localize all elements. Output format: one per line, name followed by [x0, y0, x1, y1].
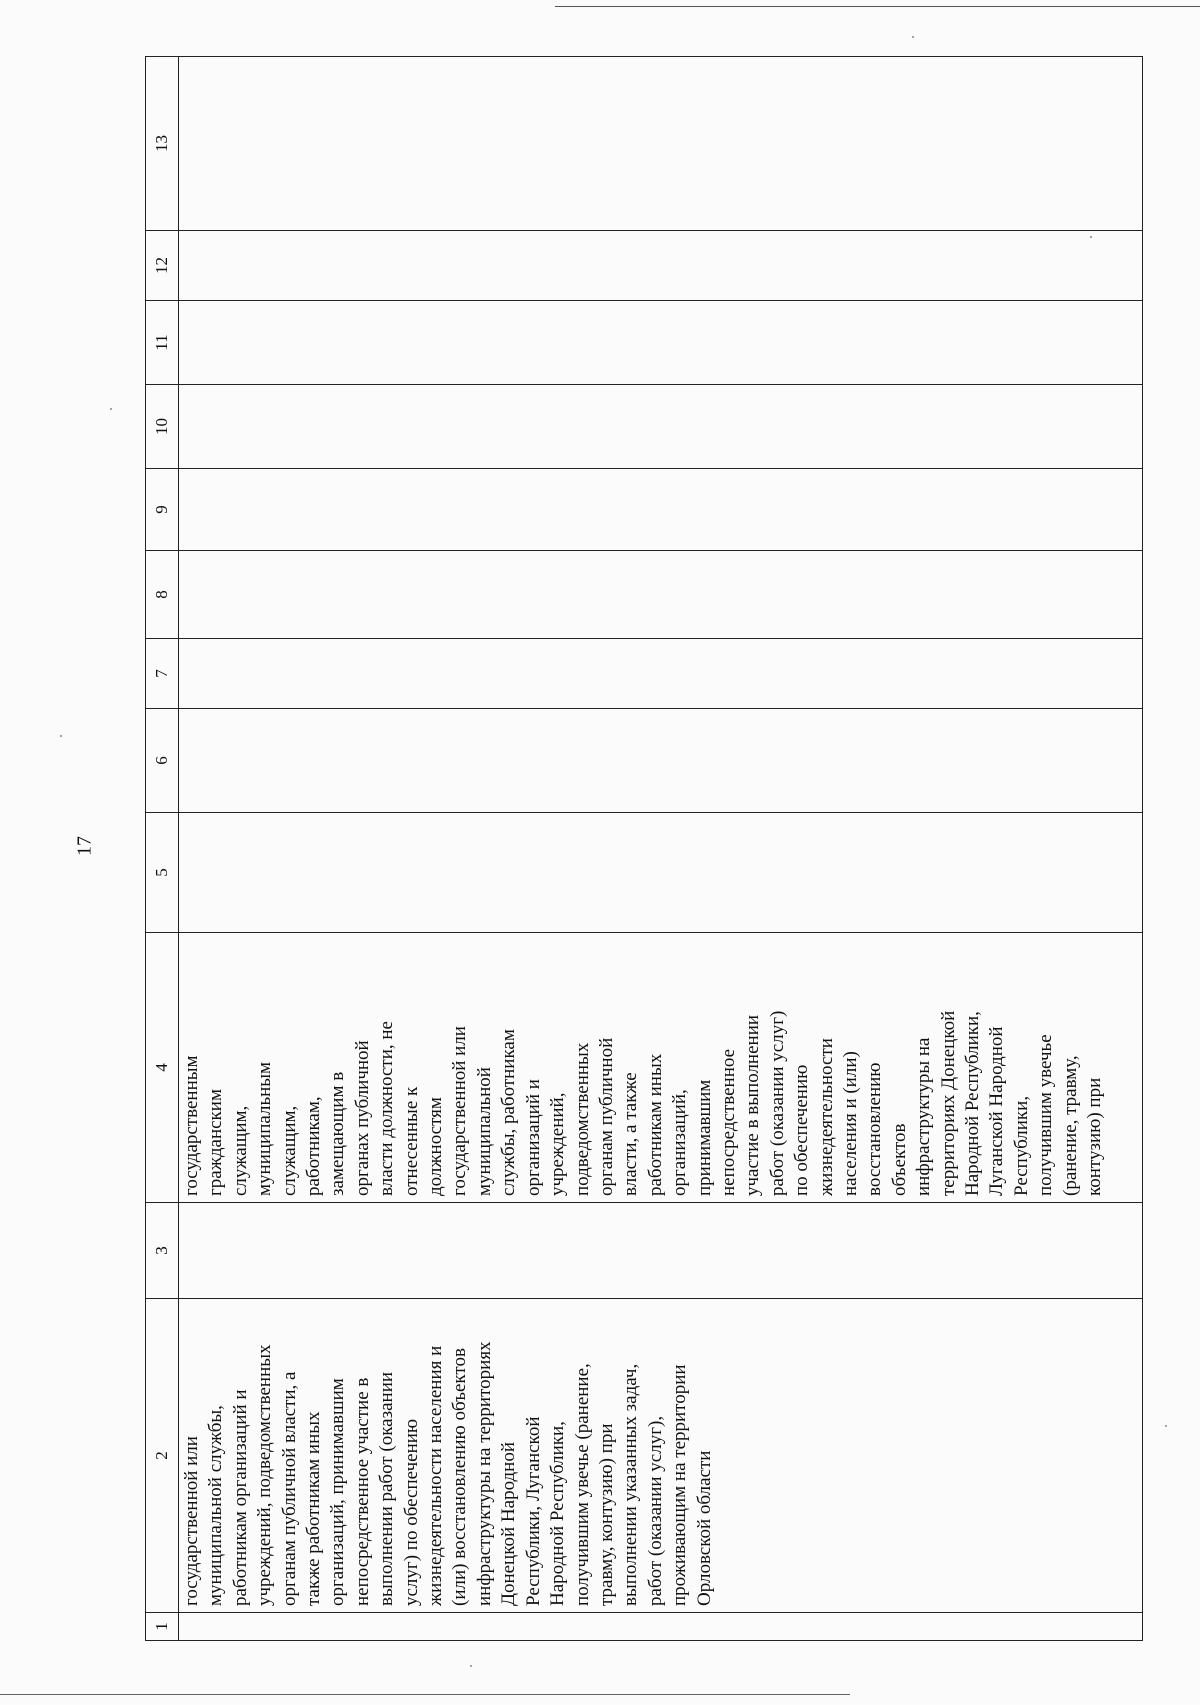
column-header: 13: [146, 57, 179, 231]
cell-text-line: участие в выполнении: [742, 1014, 764, 1196]
cell-text-line: органам публичной: [595, 1037, 617, 1196]
cell-text-line: органам публичной власти, а: [278, 1371, 300, 1606]
cell-text-line: непосредственное участие в: [351, 1377, 373, 1606]
cell-text-line: Донецкой Народной: [498, 1441, 520, 1606]
cell-text-line: государственным: [181, 1055, 202, 1196]
cell-text-line: муниципальным: [254, 1061, 276, 1196]
cell-text-line: работникам организаций и: [229, 1389, 251, 1606]
cell-text-line: восстановлению: [864, 1062, 886, 1196]
cell-text-line: Республики,: [1010, 1095, 1032, 1196]
cell-text-line: объектов: [888, 1123, 910, 1196]
cell-col8: [179, 551, 1143, 639]
column-header: 4: [146, 933, 179, 1203]
cell-text-line: власти, а также: [620, 1072, 642, 1196]
column-header: 6: [146, 709, 179, 813]
cell-col6: [179, 709, 1143, 813]
column-header: 12: [146, 231, 179, 301]
cell-text-line: Республики, Луганской: [522, 1416, 544, 1606]
cell-text-line: замещающим в: [327, 1071, 349, 1196]
cell-text-line: работ (оказании услуг),: [644, 1415, 666, 1606]
cell-text-line: (ранение, травму,: [1059, 1055, 1081, 1196]
cell-text-line: получившим увечье: [1035, 1034, 1057, 1196]
column-header: 11: [146, 301, 179, 385]
cell-col4: [179, 933, 1143, 1203]
cell-text-line: принимавшим: [693, 1079, 715, 1196]
scan-speck: [110, 408, 112, 410]
cell-text-line: службы, работникам: [498, 1029, 520, 1196]
cell-text-line: Народной Республики,: [962, 1011, 983, 1196]
cell-text-line: (или) восстановлению объектов: [449, 1348, 471, 1606]
cell-text-line: населения и (или): [839, 1051, 861, 1196]
column-header: 9: [146, 469, 179, 551]
column-header: 7: [146, 639, 179, 709]
table-row: [179, 57, 1143, 1641]
cell-col2: [179, 1299, 1143, 1613]
cell-text-line: организаций, принимавшим: [327, 1378, 349, 1606]
cell-text-line: власти должности, не: [376, 1021, 398, 1196]
cell-col2-text: [179, 1299, 717, 1612]
cell-text-line: травму, контузию) при: [595, 1423, 617, 1606]
cell-text-line: Орловской области: [693, 1450, 715, 1606]
cell-text-line: проживающим на территории: [669, 1364, 691, 1606]
cell-text-line: инфраструктуры на: [913, 1037, 935, 1196]
cell-text-line: инфраструктуры на территориях: [473, 1341, 495, 1606]
cell-text-line: выполнении работ (оказании: [376, 1371, 398, 1606]
cell-text-line: государственной или: [181, 1436, 202, 1606]
cell-text-line: отнесенные к: [400, 1086, 422, 1196]
cell-text-line: контузию) при: [1084, 1077, 1106, 1196]
cell-text-line: работникам иных: [644, 1053, 666, 1196]
cell-text-line: организаций,: [669, 1089, 691, 1196]
cell-text-line: работ (оказании услуг): [766, 1010, 788, 1196]
cell-col11: [179, 301, 1143, 385]
cell-text-line: муниципальной: [473, 1067, 495, 1196]
cell-col5: [179, 813, 1143, 933]
column-header: 10: [146, 385, 179, 469]
cell-col4-text: [179, 933, 1107, 1202]
column-header: 3: [146, 1203, 179, 1299]
cell-col9: [179, 469, 1143, 551]
scan-speck: [60, 735, 62, 737]
cell-text-line: получившим увечье (ранение,: [571, 1363, 593, 1606]
cell-text-line: муниципальной службы,: [205, 1405, 227, 1606]
cell-text-line: непосредственное: [717, 1048, 739, 1196]
cell-col10: [179, 385, 1143, 469]
column-number-row: [146, 57, 179, 1641]
cell-col7: [179, 639, 1143, 709]
cell-text-line: служащим,: [278, 1105, 300, 1196]
cell-col1: [179, 1613, 1143, 1641]
cell-text-line: выполнении указанных задач,: [620, 1363, 642, 1606]
column-header: 1: [146, 1613, 179, 1641]
scan-speck: [470, 1665, 472, 1667]
scan-top-line: [555, 6, 1200, 7]
page-number: 17: [73, 836, 96, 856]
cell-text-line: органах публичной: [351, 1040, 373, 1196]
cell-text-line: учреждений, подведомственных: [254, 1344, 276, 1606]
cell-text-line: Луганской Народной: [986, 1026, 1008, 1196]
cell-text-line: государственной или: [449, 1026, 471, 1196]
cell-text-line: работникам,: [303, 1096, 325, 1196]
cell-text-line: служащим,: [229, 1105, 251, 1196]
cell-text-line: организаций и: [522, 1079, 544, 1196]
cell-text-line: должностям: [425, 1097, 447, 1196]
cell-text-line: по обеспечению: [791, 1064, 813, 1196]
column-header: 5: [146, 813, 179, 933]
cell-col12: [179, 231, 1143, 301]
cell-text-line: территориях Донецкой: [937, 1010, 959, 1196]
cell-col3: [179, 1203, 1143, 1299]
column-header: 2: [146, 1299, 179, 1613]
cell-text-line: учреждений,: [547, 1092, 569, 1196]
scan-speck: [1165, 1425, 1167, 1427]
rotated-table-wrapper: [145, 57, 1143, 1641]
cell-text-line: гражданским: [205, 1089, 227, 1196]
scan-bottom-line: [0, 1694, 850, 1695]
cell-col13: [179, 57, 1143, 231]
scan-speck: [912, 36, 914, 38]
cell-text-line: Народной Республики,: [547, 1421, 569, 1606]
data-table: [145, 56, 1143, 1641]
cell-text-line: подведомственных: [571, 1042, 593, 1196]
cell-text-line: жизнедеятельности населения и: [425, 1345, 447, 1606]
cell-text-line: также работникам иных: [303, 1411, 325, 1606]
cell-text-line: услуг) по обеспечению: [400, 1418, 422, 1606]
column-header: 8: [146, 551, 179, 639]
cell-text-line: жизнедеятельности: [815, 1038, 837, 1196]
